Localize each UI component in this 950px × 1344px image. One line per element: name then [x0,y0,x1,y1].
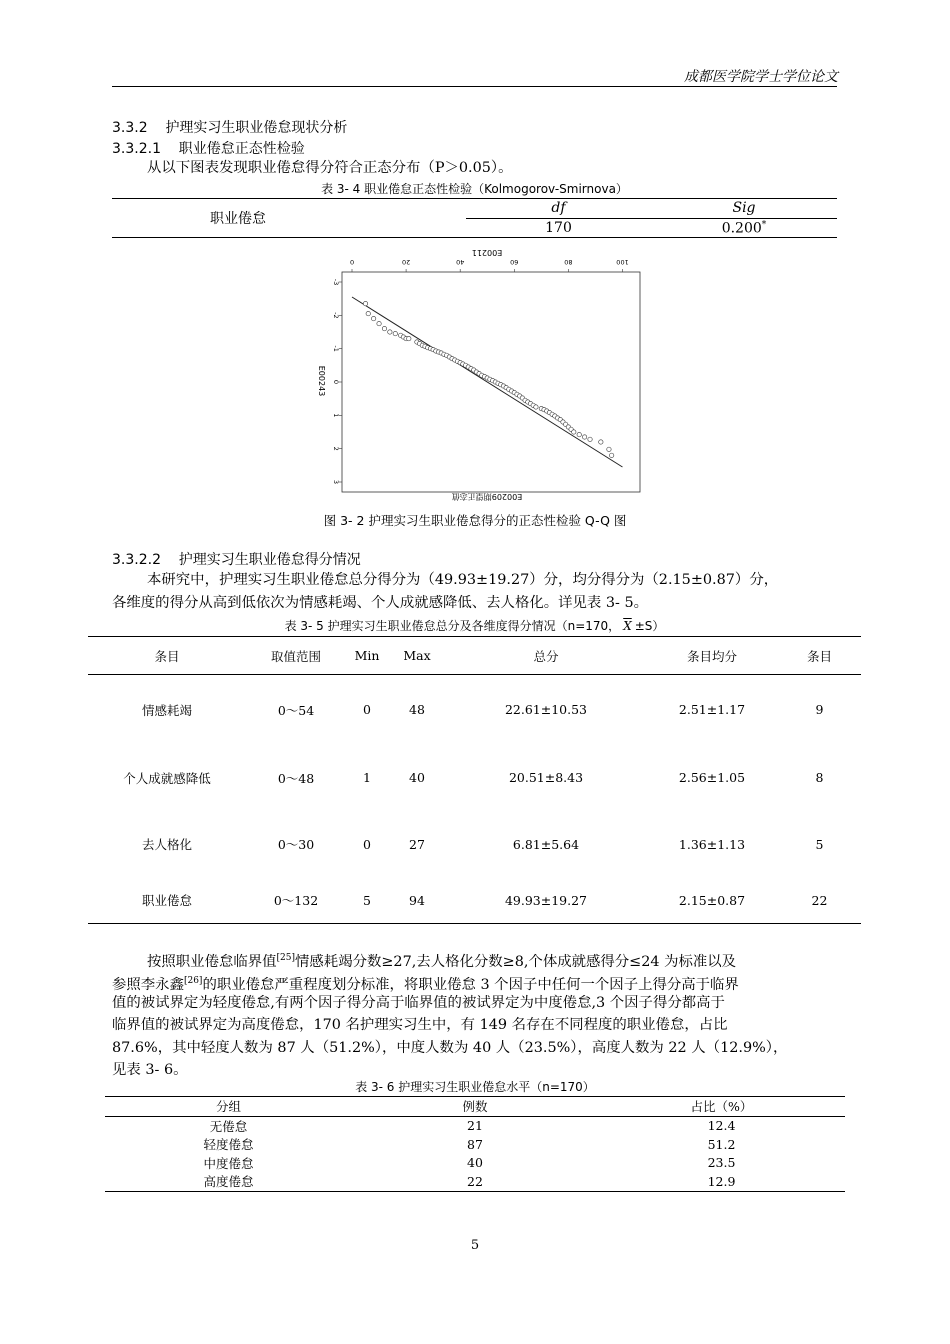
citation-26[interactable]: [26] [183,976,203,986]
x-tick-label: 20 [401,258,411,266]
table-row [88,878,861,924]
section-heading-3-3-2-2 [112,549,361,569]
y-tick-label: 1 [332,413,340,418]
table-row [88,745,861,811]
cell: 0 [363,836,371,852]
cell: 1.36±1.13 [678,836,746,852]
paragraph-levels-line6: 见表 3- 6。 [112,1062,188,1078]
sig-value: 0.200 [721,220,762,237]
paragraph-levels-line5: 87.6%，其中轻度人数为 87 人（51.2%），中度人数为 40 人（23.5%），高度人数为 22 人（12.9%）， [112,1040,788,1056]
cell: 48 [409,702,425,718]
text: 的职业倦怠严重程度划分标准，将职业倦怠 3 个因子中任何一个因子上得分高于临界 [202,976,739,993]
qq-points [363,301,614,457]
table-3-5 [88,636,861,924]
cell: 2.51±1.17 [678,702,746,718]
cell: 51.2 [707,1136,736,1152]
cell: 0 [363,702,371,718]
cell: 0～48 [277,770,315,786]
table-row [105,1116,845,1135]
section-number: 3.3.2 [112,120,148,136]
running-header: 成都医学院学士学位论文 [684,69,838,85]
col-header: Max [403,648,431,663]
header-rule [112,86,837,87]
cell: 0～54 [277,702,315,718]
table-bottom-rule [112,237,837,238]
cell: 6.81±5.64 [512,836,580,852]
qq-top-label: E00211 [471,248,503,257]
col-header: 例数 [462,1099,488,1115]
table-3-4-caption: 表 3- 4 职业倦怠正态性检验（Kolmogorov-Smirnova） [321,182,628,196]
qq-point [377,321,381,325]
qq-point [572,430,576,434]
section-title: 护理实习生职业倦怠现状分析 [165,120,348,136]
paragraph-levels-line3: 值的被试界定为轻度倦怠,有两个因子得分高于临界值的被试界定为中度倦怠,3 个因子得分都高于 [112,995,725,1011]
y-tick-label: -3 [332,278,340,286]
qq-point [363,301,367,305]
table-header-row [88,637,861,675]
table-mid-rule [466,218,837,219]
qq-bottom-label: E00209期望正态值 [451,492,523,501]
x-tick-label: 100 [616,258,629,266]
cell: 1 [363,770,371,785]
x-tick-label: 0 [349,258,355,266]
col-header: 取值范围 [270,648,321,664]
cell: 94 [409,892,425,908]
table-3-6-caption: 表 3- 6 护理实习生职业倦怠水平（n=170） [355,1080,595,1094]
qq-point [607,447,611,451]
qq-point [582,435,586,439]
paragraph-scores-line2: 各维度的得分从高到低依次为情感耗竭、个人成就感降低、去人格化。详见表 3- 5。 [112,595,648,611]
section-number: 3.3.2.1 [112,141,161,157]
x-tick-label: 60 [510,258,519,266]
cell: 23.5 [707,1155,736,1171]
section-title: 护理实习生职业倦怠得分情况 [178,552,361,568]
qq-point [599,440,603,444]
table-row [105,1172,845,1191]
qq-point [371,316,375,320]
cell: 49.93±19.27 [504,892,588,908]
x-tick-label: 80 [564,258,573,266]
cell: 0～30 [277,837,315,852]
caption-mean-symbol: $\overline{X}$ [623,619,632,633]
cell: 高度倦怠 [203,1174,254,1190]
cell: 0～132 [273,893,319,909]
qq-point [382,326,386,330]
cell: 22 [811,892,828,908]
figure-3-2-caption: 图 3- 2 护理实习生职业倦怠得分的正态性检验 Q-Q 图 [323,513,627,528]
y-tick-label: 0 [332,379,340,385]
col-header: 分组 [215,1099,241,1115]
qq-point [393,331,397,335]
table-df-value: 170 [545,220,572,236]
qq-point [577,432,581,436]
cell: 22.61±10.53 [504,702,588,718]
cell: 5 [815,836,824,852]
cell: 27 [409,836,425,852]
cell: 5 [363,892,371,908]
table-row [88,811,861,878]
qq-point [609,453,613,457]
table-row [105,1135,845,1154]
table-row [88,675,861,745]
cell: 22 [467,1173,483,1189]
table-row [105,1154,845,1173]
section-title: 职业倦怠正态性检验 [178,141,305,157]
cell: 轻度倦怠 [203,1137,254,1153]
cell: 9 [815,702,824,718]
y-tick-label: 2 [332,446,340,451]
caption-text-end: ±S） [634,619,665,633]
qq-reference-line [352,297,622,467]
x-tick-label: 40 [456,258,465,266]
cell: 中度倦怠 [203,1155,254,1171]
col-header: 条目 [806,648,832,664]
table-col-df: df [551,200,566,216]
paragraph-scores-line1: 本研究中，护理实习生职业倦怠总分得分为（49.93±19.27）分，均分得分为（2.15±0.87）分， [147,572,779,588]
cell: 12.4 [707,1118,736,1134]
paragraph-levels-line4: 临界值的被试界定为高度倦怠，170 名护理实习生中，有 149 名存在不同程度的职业倦怠，占比 [112,1017,728,1033]
table-3-5-caption [88,617,861,634]
cell: 21 [467,1118,483,1134]
table-row-label: 职业倦怠 [210,211,266,227]
qq-point [388,330,392,334]
paragraph-normality: 从以下图表发现职业倦怠得分符合正态分布（P＞0.05）。 [147,160,513,176]
section-heading-3-3-2-1 [112,138,305,158]
table-sig-value [651,220,837,237]
cell: 87 [467,1136,483,1152]
cell: 情感耗竭 [141,702,192,718]
table-header-row [105,1097,845,1117]
col-header: 条目均分 [686,648,737,664]
table-col-sig: Sig [732,200,756,216]
col-header: 占比（%） [690,1099,753,1115]
reference-line [352,297,622,467]
col-header: Min [354,648,380,663]
cell: 40 [409,770,425,785]
cell: 12.9 [707,1173,736,1189]
qq-point [407,336,411,340]
qq-point [534,405,538,409]
qq-plot [305,246,650,502]
caption-text: 表 3- 5 护理实习生职业倦怠总分及各维度得分情况（n=170， [284,619,621,633]
col-header: 条目 [154,648,180,664]
qq-left-label: E00243 [317,365,326,397]
table-top-rule [112,198,837,199]
y-tick-label: -1 [332,345,340,352]
y-tick-label: -2 [332,312,340,319]
table-3-6 [105,1096,845,1192]
text: 按照职业倦怠临界值 [147,953,277,970]
cell: 个人成就感降低 [123,770,211,786]
text: 情感耗竭分数≥27,去人格化分数≥8,个体成就感得分≤24 为标准以及 [295,953,737,970]
qq-point [366,311,370,315]
col-header: 总分 [533,648,559,664]
cell: 2.56±1.05 [678,770,746,785]
section-number: 3.3.2.2 [112,552,161,568]
section-heading-3-3-2 [112,117,347,137]
cell: 20.51±8.43 [508,770,584,785]
cell: 无倦怠 [209,1118,248,1134]
sig-mark: * [761,220,767,230]
cell: 去人格化 [141,837,192,852]
text: 参照李永鑫 [112,976,184,993]
y-tick-label: 3 [332,479,340,485]
cell: 职业倦怠 [141,893,192,909]
cell: 40 [467,1155,483,1171]
citation-25[interactable]: [25] [276,953,296,963]
qq-point [588,437,592,441]
cell: 2.15±0.87 [678,892,746,908]
page-number: 5 [470,1238,480,1253]
cell: 8 [815,770,824,785]
